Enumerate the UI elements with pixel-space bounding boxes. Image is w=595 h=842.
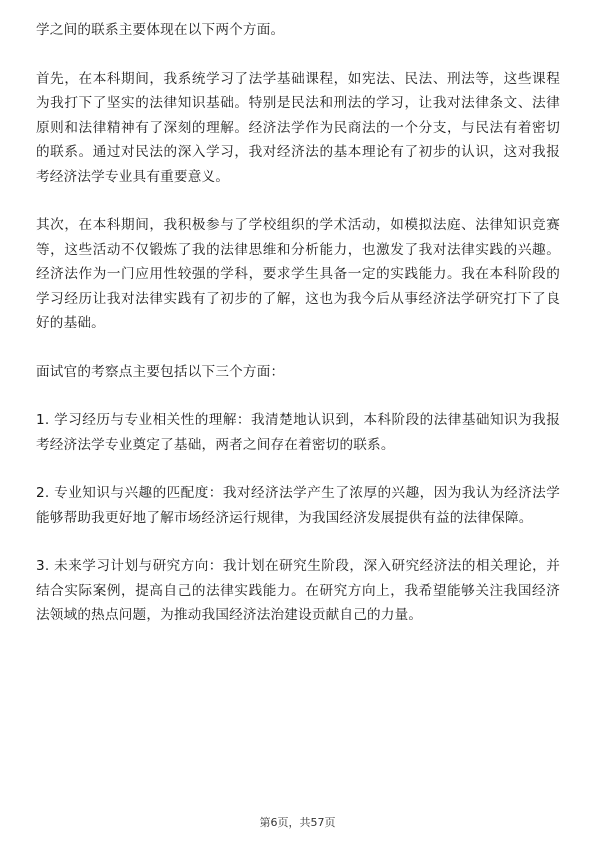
- paragraph-second: 其次，在本科期间，我积极参与了学校组织的学术活动，如模拟法庭、法律知识竞赛等，这些活动不仅锻炼了我的法律思维和分析能力，也激发了我对法律实践的兴趣。经济法作为一门应用性较强的学科，要求学生具备一定的实践能力。我在本科阶段的学习经历让我对法律实践有了初步的了解，这也为我今后从事经济法学研究打下了良好的基础。: [36, 217, 560, 331]
- paragraph-intro-points: 面试官的考察点主要包括以下三个方面：: [36, 363, 285, 380]
- paragraph-continuation: 学之间的联系主要体现在以下两个方面。: [36, 22, 285, 38]
- point-2: 2. 专业知识与兴趣的匹配度：我对经济法学产生了浓厚的兴趣，因为我认为经济法学能够帮助我更好地了解市场经济运行规律，为我国经济发展提供有益的法律保障。: [36, 485, 560, 526]
- paragraph-first: 首先，在本科期间，我系统学习了法学基础课程，如宪法、民法、刑法等，这些课程为我打下了坚实的法律知识基础。特别是民法和刑法的学习，让我对法律条文、法律原则和法律精神有了深刻的理解。经济法学作为民商法的一个分支，与民法有着密切的联系。通过对民法的深入学习，我对经济法的基本理论有了初步的认识，这对我报考经济法学专业具有重要意义。: [36, 70, 560, 185]
- point-1: 1. 学习经历与专业相关性的理解：我清楚地认识到，本科阶段的法律基础知识为我报考经济法学专业奠定了基础，两者之间存在着密切的联系。: [36, 412, 560, 453]
- point-3: 3. 未来学习计划与研究方向：我计划在研究生阶段，深入研究经济法的相关理论，并结合实际案例，提高自己的法律实践能力。在研究方向上，我希望能够关注我国经济法领域的热点问题，为推动我国经济法治建设贡献自己的力量。: [36, 558, 560, 623]
- document-body: [36, 18, 560, 628]
- page-footer: 第6页，共57页: [259, 816, 336, 829]
